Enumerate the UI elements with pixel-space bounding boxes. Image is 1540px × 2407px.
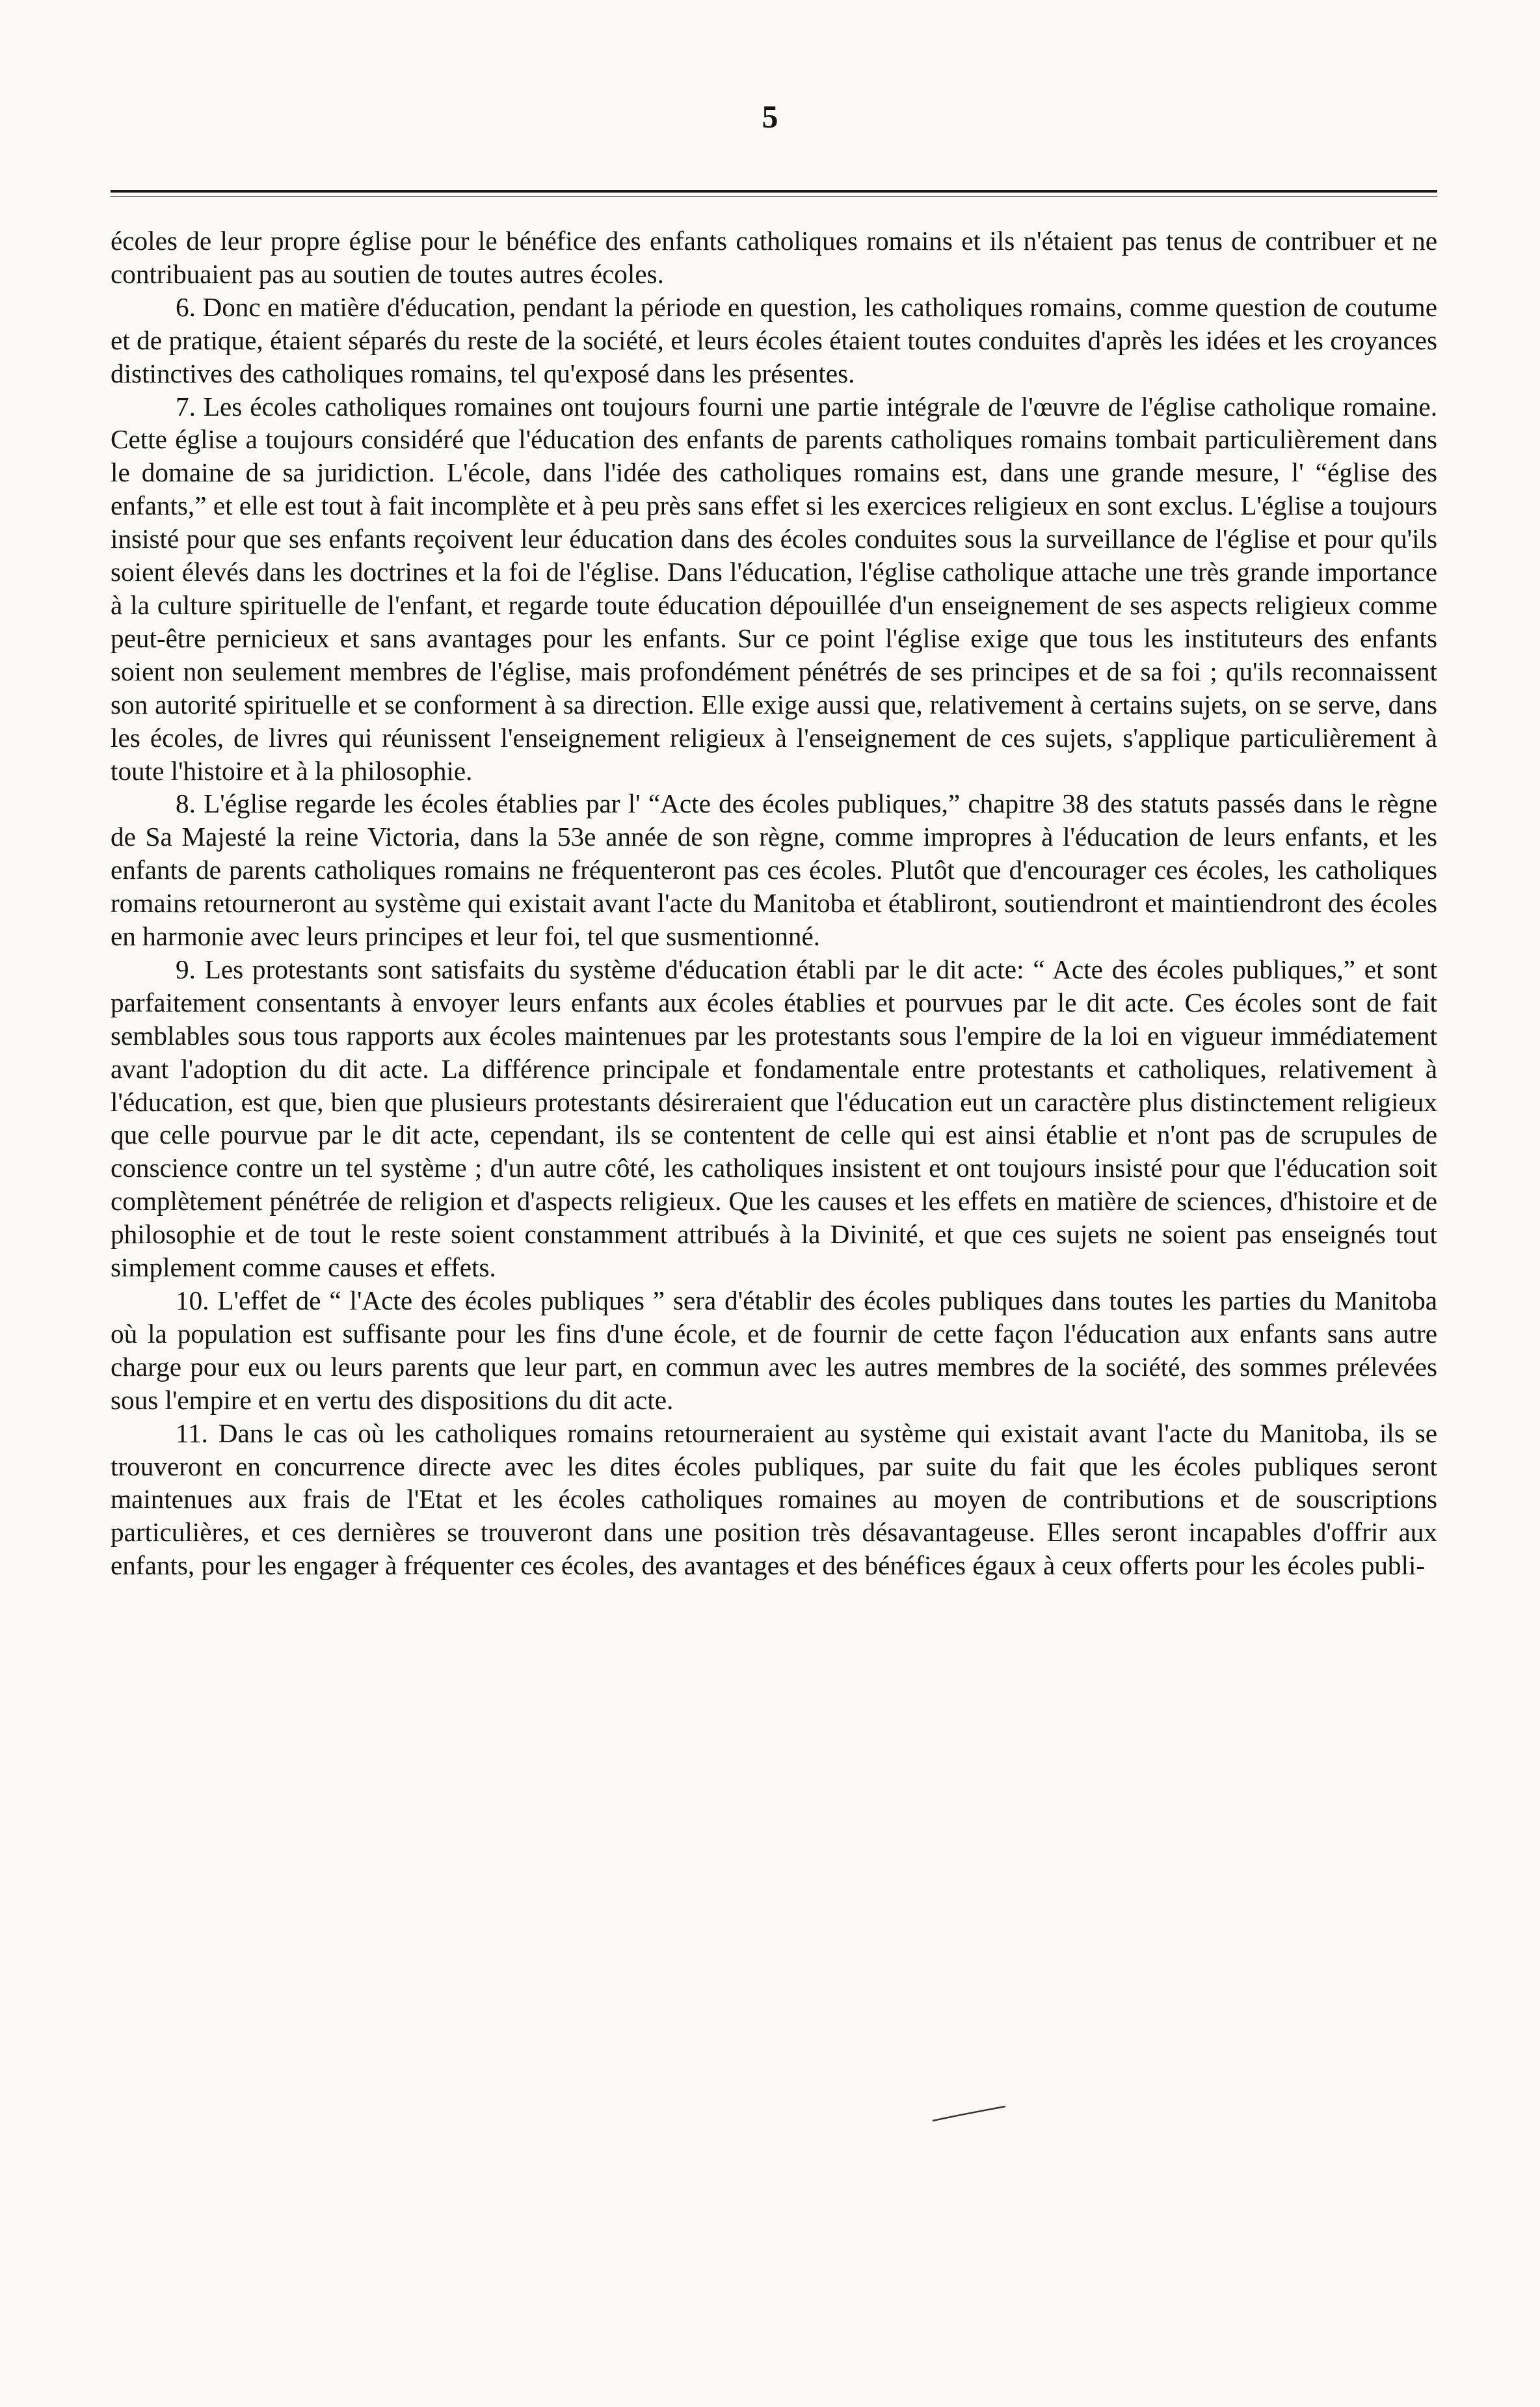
- header-rule: [111, 190, 1437, 193]
- page-number: 5: [762, 98, 778, 135]
- paragraph-8: 8. L'église regarde les écoles établies par l' “Acte des écoles publiques,” chapitre 38 des statuts passés dans le règne de Sa Majesté la reine Victoria, dans la 53e année de son règne, comme impropres à l'éducation de leurs enfants, et les enfants de parents catholiques romains ne fréquenteront pas ces écoles. Plutôt que d'encourager ces écoles, les catholiques romains retourneront au système qui existait avant l'acte du Manitoba et établiront, soutiendront et maintiendront des écoles en harmonie avec leurs principes et leur foi, tel que susmentionné.: [111, 788, 1437, 952]
- pen-mark: [930, 2101, 1008, 2127]
- paragraph-11: 11. Dans le cas où les catholiques romains retourneraient au système qui existait avant l'acte du Manitoba, ils se trouveront en concurrence directe avec les dites écoles publiques, par suite du fait que les écoles publiques seront maintenues aux frais de l'Etat et les écoles catholiques romaines au moyen de contributions et de souscriptions particulières, et ces dernières se trouveront dans une position très désavantageuse. Elles seront incapables d'offrir aux enfants, pour les engager à fréquenter ces écoles, des avantages et des bénéfices égaux à ceux offerts pour les écoles publi-: [111, 1418, 1437, 1581]
- paragraph-7: 7. Les écoles catholiques romaines ont toujours fourni une partie intégrale de l'œuvre de l'église catholique romaine. Cette église a toujours considéré que l'éducation des enfants de parents catholiques romains tombait particulièrement dans le domaine de sa juridiction. L'école, dans l'idée des catholiques romains est, dans une grande mesure, l' “église des enfants,” et elle est tout à fait incomplète et à peu près sans effet si les exercices religieux en sont exclus. L'église a toujours insisté pour que ses enfants reçoivent leur éducation dans des écoles conduites sous la surveillance de l'église et pour qu'ils soient élevés dans les doctrines et la foi de l'église. Dans l'éducation, l'église catholique attache une très grande importance à la culture spirituelle de l'enfant, et regarde toute éducation dépouillée d'un enseignement de ses aspects religieux comme peut-être pernicieux et sans avantages pour les enfants. Sur ce point l'église exige que tous les instituteurs des enfants soient non seulement membres de l'église, mais profondément pénétrés de ses principes et de sa foi ; qu'ils reconnaissent son autorité spirituelle et se conforment à sa direction. Elle exige aussi que, relativement à certains sujets, on se serve, dans les écoles, de livres qui réunissent l'enseignement religieux à l'enseignement de ces sujets, s'applique particulièrement à toute l'histoire et à la philosophie.: [111, 391, 1437, 786]
- paragraph-continuation: écoles de leur propre église pour le bénéfice des enfants catholiques romains et ils n'étaient pas tenus de contribuer et ne contribuaient pas au soutien de toutes autres écoles.: [111, 226, 1437, 289]
- paragraph-9: 9. Les protestants sont satisfaits du système d'éducation établi par le dit acte: “ Acte des écoles publiques,” et sont parfaitement consentants à envoyer leurs enfants aux écoles établies et pourvues par le dit acte. Ces écoles sont de fait semblables sous tous rapports aux écoles maintenues par les protestants sous l'empire de la loi en vigueur immédiatement avant l'adoption du dit acte. La différence principale et fondamentale entre protestants et catholiques, relativement à l'éducation, est que, bien que plusieurs protestants désireraient que l'éducation eut un caractère plus distinctement religieux que celle pourvue par le dit acte, cependant, ils se contentent de celle qui est ainsi établie et n'ont pas de scrupules de conscience contre un tel système ; d'un autre côté, les catholiques insistent et ont toujours insisté pour que l'éducation soit complètement pénétrée de religion et d'aspects religieux. Que les causes et les effets en matière de sciences, d'histoire et de philosophie et de tout le reste soient constamment attribués à la Divinité, et que ces sujets ne soient pas enseignés tout simplement comme causes et effets.: [111, 954, 1437, 1283]
- header-rule-thin: [111, 196, 1437, 197]
- body-text: [111, 224, 1437, 1582]
- paragraph-6: 6. Donc en matière d'éducation, pendant la période en question, les catholiques romains, comme question de coutume et de pratique, étaient séparés du reste de la société, et leurs écoles étaient toutes conduites d'après les idées et les croyances distinctives des catholiques romains, tel qu'exposé dans les présentes.: [111, 291, 1437, 388]
- paragraph-10: 10. L'effet de “ l'Acte des écoles publiques ” sera d'établir des écoles publiques dans toutes les parties du Manitoba où la population est suffisante pour les fins d'une école, et de fournir de cette façon l'éducation aux enfants sans autre charge pour eux ou leurs parents que leur part, en commun avec les autres membres de la société, des sommes prélevées sous l'empire et en vertu des dispositions du dit acte.: [111, 1285, 1437, 1415]
